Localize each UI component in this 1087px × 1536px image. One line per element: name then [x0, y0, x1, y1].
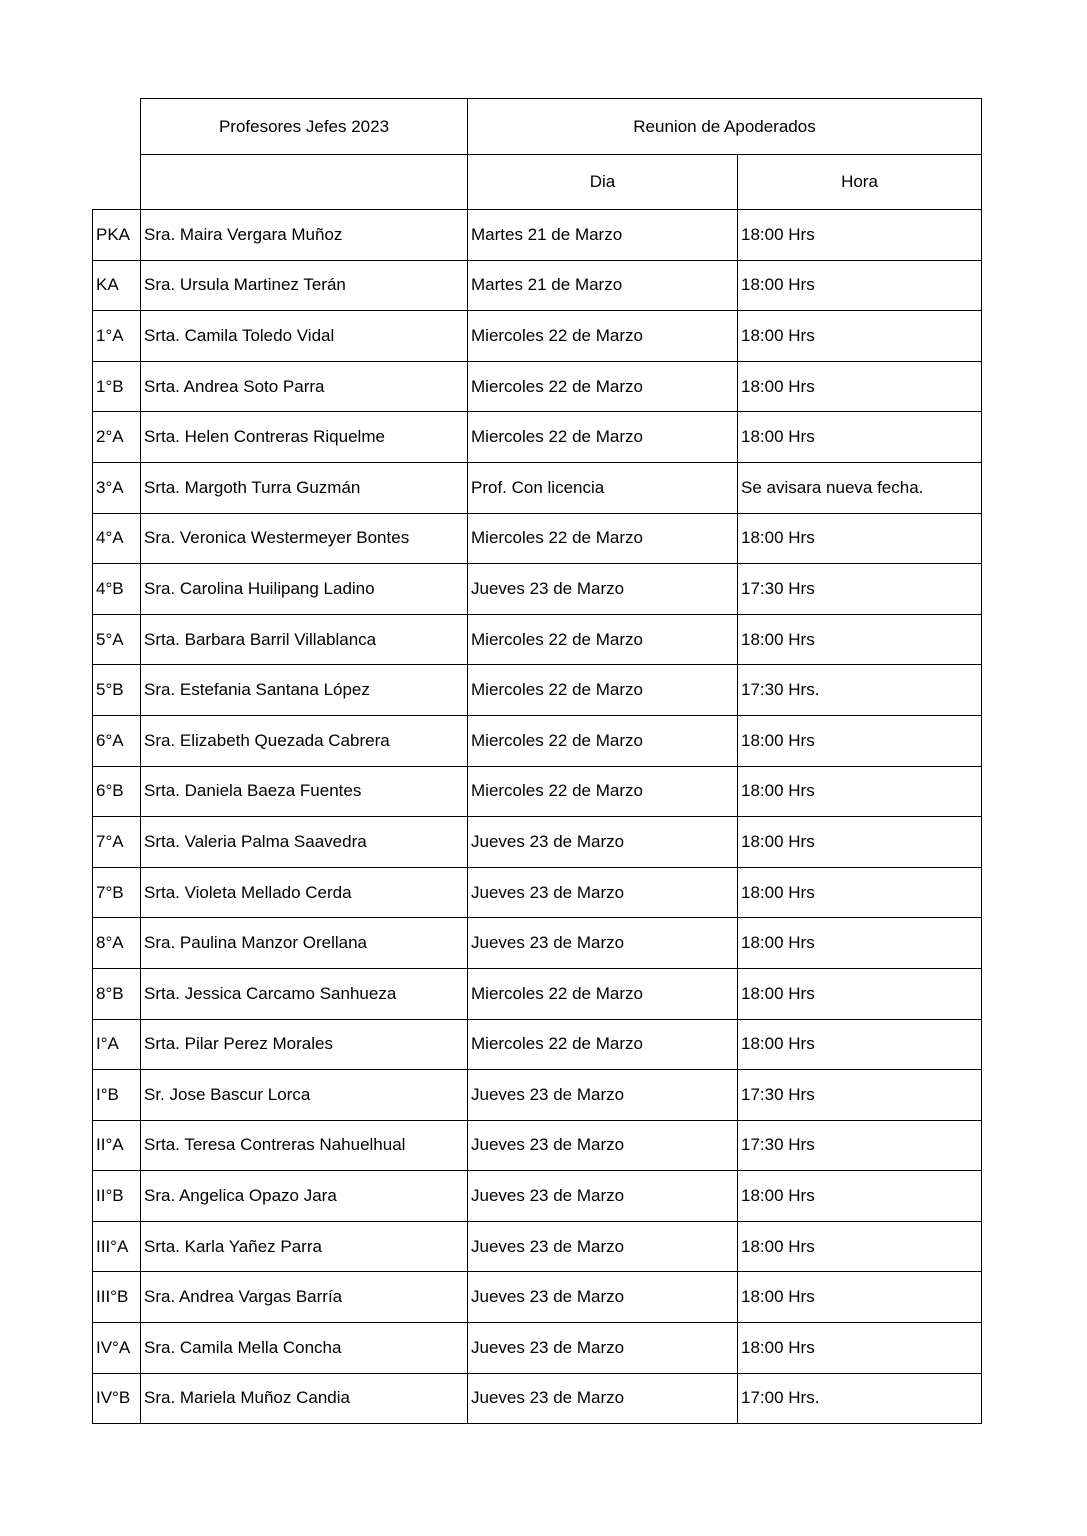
day-cell: Jueves 23 de Marzo [468, 1171, 738, 1222]
hour-cell: 18:00 Hrs [738, 1221, 982, 1272]
table-row [93, 361, 982, 412]
hour-cell: 18:00 Hrs [738, 412, 982, 463]
course-cell: III°A [93, 1221, 141, 1272]
day-cell: Miercoles 22 de Marzo [468, 1019, 738, 1070]
day-cell: Jueves 23 de Marzo [468, 1373, 738, 1424]
table-row [93, 867, 982, 918]
table-row [93, 260, 982, 311]
teacher-cell: Srta. Margoth Turra Guzmán [141, 462, 468, 513]
hour-cell: 18:00 Hrs [738, 311, 982, 362]
hour-cell: 18:00 Hrs [738, 260, 982, 311]
day-cell: Jueves 23 de Marzo [468, 918, 738, 969]
hour-cell: 17:30 Hrs [738, 1120, 982, 1171]
meeting-schedule-table [92, 98, 982, 1424]
table-row [93, 1323, 982, 1374]
day-cell: Jueves 23 de Marzo [468, 1070, 738, 1121]
table-row [93, 1171, 982, 1222]
header-row-2 [93, 155, 982, 210]
day-cell: Jueves 23 de Marzo [468, 564, 738, 615]
empty-corner-cell [93, 99, 141, 210]
day-cell: Jueves 23 de Marzo [468, 817, 738, 868]
course-cell: 4°A [93, 513, 141, 564]
course-cell: 2°A [93, 412, 141, 463]
day-cell: Miercoles 22 de Marzo [468, 361, 738, 412]
teachers-subheader-empty [141, 155, 468, 210]
teacher-cell: Sra. Estefania Santana López [141, 665, 468, 716]
table-row [93, 968, 982, 1019]
course-cell: III°B [93, 1272, 141, 1323]
hour-cell: 18:00 Hrs [738, 867, 982, 918]
teacher-cell: Srta. Pilar Perez Morales [141, 1019, 468, 1070]
table-row [93, 1221, 982, 1272]
day-cell: Prof. Con licencia [468, 462, 738, 513]
hour-cell: 18:00 Hrs [738, 817, 982, 868]
teacher-cell: Sra. Carolina Huilipang Ladino [141, 564, 468, 615]
teacher-cell: Srta. Barbara Barril Villablanca [141, 614, 468, 665]
hour-cell: 18:00 Hrs [738, 361, 982, 412]
day-cell: Miercoles 22 de Marzo [468, 766, 738, 817]
course-cell: KA [93, 260, 141, 311]
teacher-cell: Srta. Andrea Soto Parra [141, 361, 468, 412]
hour-cell: 18:00 Hrs [738, 968, 982, 1019]
day-cell: Jueves 23 de Marzo [468, 1323, 738, 1374]
course-cell: 7°A [93, 817, 141, 868]
course-cell: IV°B [93, 1373, 141, 1424]
hour-column-header: Hora [738, 155, 982, 210]
table-row [93, 412, 982, 463]
day-cell: Miercoles 22 de Marzo [468, 614, 738, 665]
course-cell: 6°B [93, 766, 141, 817]
course-cell: 5°A [93, 614, 141, 665]
hour-cell: 18:00 Hrs [738, 1272, 982, 1323]
course-cell: 8°B [93, 968, 141, 1019]
meeting-title-header: Reunion de Apoderados [468, 99, 982, 155]
teacher-cell: Sra. Camila Mella Concha [141, 1323, 468, 1374]
table-row [93, 564, 982, 615]
table-row [93, 210, 982, 261]
teacher-cell: Sra. Ursula Martinez Terán [141, 260, 468, 311]
teacher-cell: Srta. Teresa Contreras Nahuelhual [141, 1120, 468, 1171]
table-row [93, 462, 982, 513]
table-row [93, 1272, 982, 1323]
hour-cell: 18:00 Hrs [738, 1171, 982, 1222]
course-cell: 6°A [93, 715, 141, 766]
hour-cell: 17:00 Hrs. [738, 1373, 982, 1424]
teacher-cell: Sr. Jose Bascur Lorca [141, 1070, 468, 1121]
day-cell: Miercoles 22 de Marzo [468, 968, 738, 1019]
day-cell: Miercoles 22 de Marzo [468, 311, 738, 362]
teachers-title-header: Profesores Jefes 2023 [141, 99, 468, 155]
hour-cell: 17:30 Hrs [738, 1070, 982, 1121]
day-cell: Jueves 23 de Marzo [468, 1221, 738, 1272]
hour-cell: 18:00 Hrs [738, 1019, 982, 1070]
teacher-cell: Sra. Andrea Vargas Barría [141, 1272, 468, 1323]
day-cell: Jueves 23 de Marzo [468, 867, 738, 918]
table-row [93, 1373, 982, 1424]
course-cell: I°A [93, 1019, 141, 1070]
hour-cell: 18:00 Hrs [738, 918, 982, 969]
course-cell: IV°A [93, 1323, 141, 1374]
table-row [93, 513, 982, 564]
day-cell: Jueves 23 de Marzo [468, 1120, 738, 1171]
teacher-cell: Sra. Mariela Muñoz Candia [141, 1373, 468, 1424]
day-column-header: Dia [468, 155, 738, 210]
table-row [93, 766, 982, 817]
table-row [93, 918, 982, 969]
course-cell: II°A [93, 1120, 141, 1171]
course-cell: 8°A [93, 918, 141, 969]
course-cell: 3°A [93, 462, 141, 513]
course-cell: 1°A [93, 311, 141, 362]
day-cell: Martes 21 de Marzo [468, 260, 738, 311]
day-cell: Miercoles 22 de Marzo [468, 513, 738, 564]
day-cell: Miercoles 22 de Marzo [468, 665, 738, 716]
table-row [93, 1070, 982, 1121]
table-row [93, 614, 982, 665]
hour-cell: 18:00 Hrs [738, 614, 982, 665]
hour-cell: Se avisara nueva fecha. [738, 462, 982, 513]
hour-cell: 17:30 Hrs. [738, 665, 982, 716]
course-cell: II°B [93, 1171, 141, 1222]
teacher-cell: Sra. Veronica Westermeyer Bontes [141, 513, 468, 564]
teacher-cell: Srta. Valeria Palma Saavedra [141, 817, 468, 868]
teacher-cell: Srta. Violeta Mellado Cerda [141, 867, 468, 918]
hour-cell: 18:00 Hrs [738, 210, 982, 261]
course-cell: 5°B [93, 665, 141, 716]
table-body [93, 99, 982, 1424]
course-cell: PKA [93, 210, 141, 261]
teacher-cell: Sra. Elizabeth Quezada Cabrera [141, 715, 468, 766]
table-row [93, 1019, 982, 1070]
hour-cell: 18:00 Hrs [738, 513, 982, 564]
course-cell: 7°B [93, 867, 141, 918]
teacher-cell: Sra. Angelica Opazo Jara [141, 1171, 468, 1222]
teacher-cell: Srta. Camila Toledo Vidal [141, 311, 468, 362]
table-row [93, 665, 982, 716]
hour-cell: 18:00 Hrs [738, 1323, 982, 1374]
teacher-cell: Sra. Paulina Manzor Orellana [141, 918, 468, 969]
table-row [93, 715, 982, 766]
course-cell: I°B [93, 1070, 141, 1121]
day-cell: Miercoles 22 de Marzo [468, 412, 738, 463]
table-row [93, 311, 982, 362]
course-cell: 4°B [93, 564, 141, 615]
table-row [93, 817, 982, 868]
hour-cell: 18:00 Hrs [738, 715, 982, 766]
teacher-cell: Srta. Daniela Baeza Fuentes [141, 766, 468, 817]
course-cell: 1°B [93, 361, 141, 412]
day-cell: Miercoles 22 de Marzo [468, 715, 738, 766]
teacher-cell: Srta. Karla Yañez Parra [141, 1221, 468, 1272]
hour-cell: 17:30 Hrs [738, 564, 982, 615]
teacher-cell: Srta. Jessica Carcamo Sanhueza [141, 968, 468, 1019]
hour-cell: 18:00 Hrs [738, 766, 982, 817]
teacher-cell: Srta. Helen Contreras Riquelme [141, 412, 468, 463]
table-row [93, 1120, 982, 1171]
header-row-1 [93, 99, 982, 155]
day-cell: Martes 21 de Marzo [468, 210, 738, 261]
teacher-cell: Sra. Maira Vergara Muñoz [141, 210, 468, 261]
day-cell: Jueves 23 de Marzo [468, 1272, 738, 1323]
